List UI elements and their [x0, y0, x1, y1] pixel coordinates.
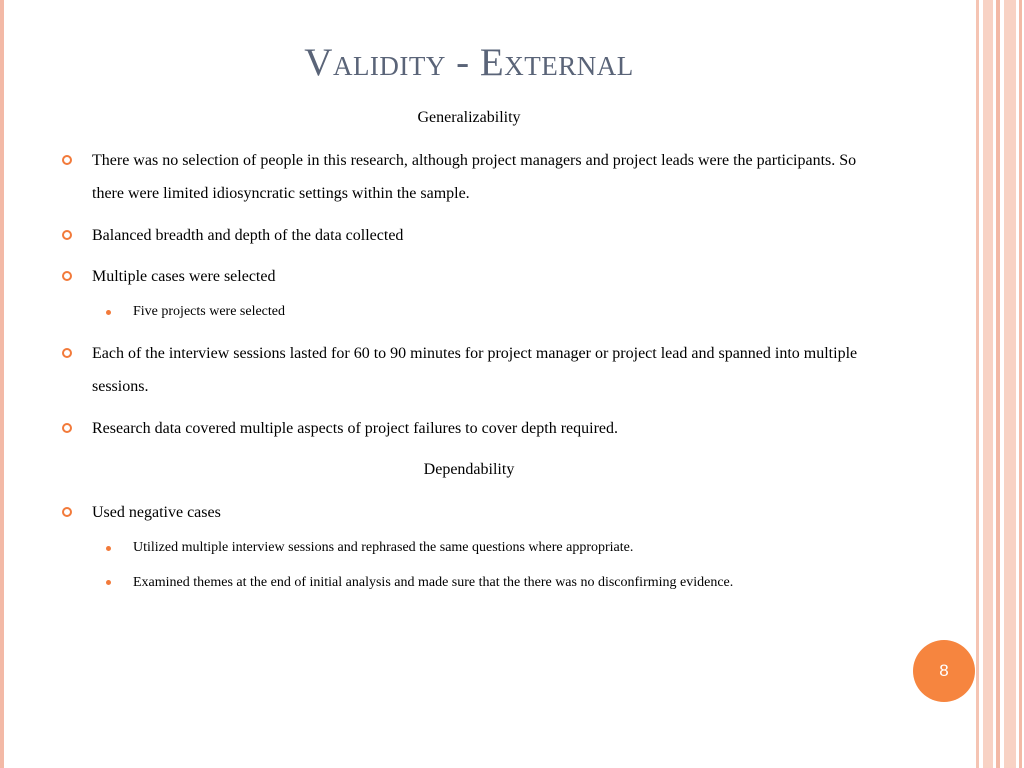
- sub-list-item-text: Utilized multiple interview sessions and rephrased the same questions where appropriate.: [133, 540, 634, 555]
- stripe: [976, 0, 979, 768]
- stripe: [1019, 0, 1022, 768]
- page-number-badge: 8: [913, 640, 975, 702]
- list-item-text: Multiple cases were selected: [92, 268, 276, 285]
- stripe: [983, 0, 993, 768]
- list-item-text: There was no selection of people in this research, although project managers and project leads were the participants. So there were limited idiosyncratic settings within the sample.: [92, 152, 857, 202]
- bullet-ring-icon: [62, 230, 72, 240]
- bullet-ring-icon: [62, 507, 72, 517]
- bullet-ring-icon: [62, 271, 72, 281]
- right-decorative-stripes: [972, 0, 1024, 768]
- bullet-dot-icon: [106, 580, 111, 585]
- list-item-text: Research data covered multiple aspects of project failures to cover depth required.: [92, 420, 618, 437]
- section-heading-dependability: Dependability: [423, 461, 515, 478]
- bullet-ring-icon: [62, 423, 72, 433]
- stripe: [1004, 0, 1016, 768]
- sub-list-item-text: Examined themes at the end of initial analysis and made sure that the there was no disconfirming evidence.: [133, 575, 734, 590]
- list-item-text: Used negative cases: [92, 504, 221, 521]
- sub-list-item-text: Five projects were selected: [133, 304, 285, 319]
- list-item-text: Balanced breadth and depth of the data collected: [92, 227, 404, 244]
- slide-title: Validity - External: [304, 41, 634, 84]
- section-heading-generalizability: Generalizability: [417, 109, 521, 126]
- bullet-dot-icon: [106, 546, 111, 551]
- bullet-ring-icon: [62, 155, 72, 165]
- bullet-ring-icon: [62, 348, 72, 358]
- stripe: [996, 0, 1000, 768]
- bullet-dot-icon: [106, 310, 111, 315]
- list-item-text: Each of the interview sessions lasted for 60 to 90 minutes for project manager or project lead and spanned into multiple sessions.: [92, 345, 858, 395]
